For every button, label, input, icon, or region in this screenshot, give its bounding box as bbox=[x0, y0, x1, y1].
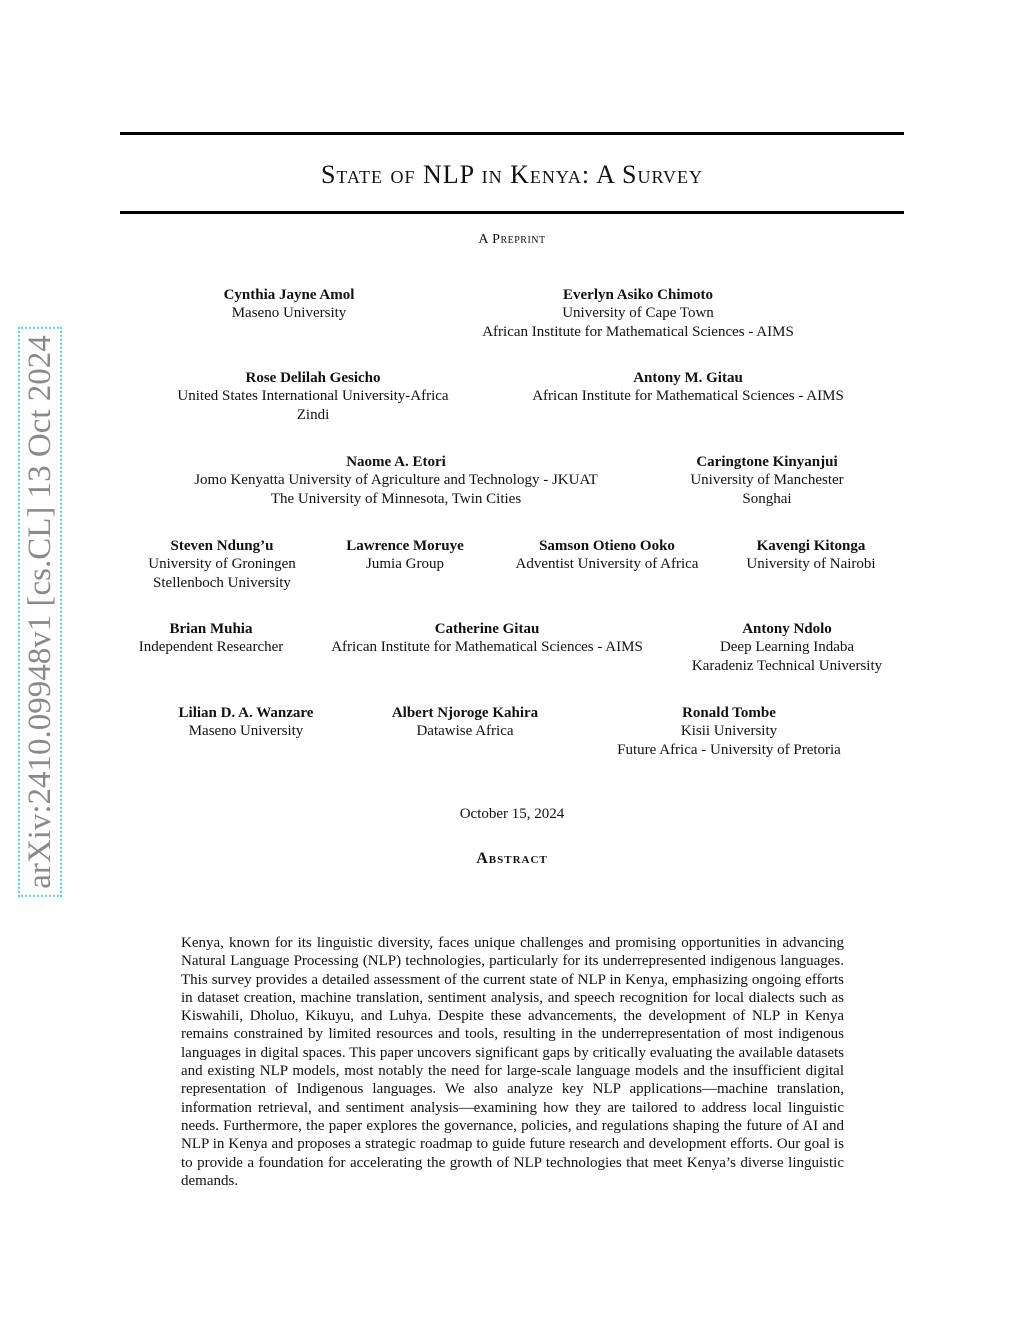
author-affiliation: Kisii University bbox=[680, 723, 778, 740]
author-block bbox=[139, 620, 284, 657]
author-block bbox=[482, 286, 794, 341]
author-affiliation: The University of Minnesota, Twin Cities bbox=[270, 490, 522, 507]
author-affiliation: Maseno University bbox=[188, 723, 304, 740]
author-affiliation: Independent Researcher bbox=[138, 639, 284, 656]
author-name: Brian Muhia bbox=[169, 621, 253, 637]
title-bottom-rule bbox=[120, 211, 904, 214]
author-name: Caringtone Kinyanjui bbox=[696, 454, 838, 470]
author-block bbox=[331, 620, 643, 657]
author-name: Lilian D. A. Wanzare bbox=[178, 705, 314, 721]
author-block bbox=[179, 704, 314, 741]
preprint-label: A Preprint bbox=[478, 232, 546, 247]
author-affiliation: Datawise Africa bbox=[416, 723, 514, 740]
author-name: Everlyn Asiko Chimoto bbox=[562, 287, 714, 303]
author-name: Antony M. Gitau bbox=[633, 370, 743, 386]
author-affiliation: Jomo Kenyatta University of Agriculture and Technology - JKUAT bbox=[194, 472, 598, 489]
author-name: Cynthia Jayne Amol bbox=[223, 287, 355, 303]
author-block bbox=[224, 286, 355, 323]
author-name: Ronald Tombe bbox=[682, 705, 776, 721]
author-affiliation: Songhai bbox=[742, 490, 792, 507]
author-block bbox=[746, 537, 875, 574]
author-name: Kavengi Kitonga bbox=[756, 538, 866, 554]
author-name: Antony Ndolo bbox=[742, 621, 832, 637]
author-block bbox=[392, 704, 538, 741]
abstract-heading: Abstract bbox=[476, 850, 548, 867]
author-name: Albert Njoroge Kahira bbox=[391, 705, 539, 721]
author-affiliation: University of Cape Town bbox=[562, 305, 714, 322]
author-affiliation: African Institute for Mathematical Sciences - AIMS bbox=[532, 388, 844, 405]
author-affiliation: Adventist University of Africa bbox=[515, 556, 699, 573]
author-block bbox=[617, 704, 841, 759]
author-affiliation: Deep Learning Indaba bbox=[719, 639, 855, 656]
author-affiliation: African Institute for Mathematical Sciences - AIMS bbox=[331, 639, 643, 656]
author-affiliation: University of Nairobi bbox=[746, 556, 876, 573]
author-block bbox=[148, 537, 295, 592]
author-name: Samson Otieno Ooko bbox=[539, 538, 675, 554]
author-block bbox=[516, 537, 699, 574]
author-affiliation: Maseno University bbox=[231, 305, 347, 322]
author-affiliation: Karadeniz Technical University bbox=[691, 657, 883, 674]
author-affiliation: Stellenboch University bbox=[153, 574, 291, 591]
abstract-body: Kenya, known for its linguistic diversity, faces unique challenges and promising opportunities in advancing Natural Language Processing (NLP) technologies, particularly for its underrepresented indigenous languages. This survey provides a detailed assessment of the current state of NLP in Kenya, emphasizing ongoing efforts in dataset creation, machine translation, sentiment analysis, and speech recognition for local dialects such as Kiswahili, Dholuo, Kikuyu, and Luhya. Despite these advancements, the development of NLP in Kenya remains constrained by limited resources and tools, resulting in the underrepresentation of most indigenous languages in digital spaces. This paper uncovers significant gaps by critically evaluating the available datasets and existing NLP models, most notably the need for large-scale language models and the insufficient digital representation of Indigenous languages. We also analyze key NLP applications—machine translation, information retrieval, and sentiment analysis—examining how they are tailored to address local linguistic needs. Furthermore, the paper explores the governance, policies, and regulations shaping the future of AI and NLP in Kenya and proposes a strategic roadmap to guide future research and development efforts. Our goal is to provide a foundation for accelerating the growth of NLP technologies that meet Kenya’s diverse linguistic demands. bbox=[181, 935, 844, 1189]
author-block bbox=[177, 369, 448, 424]
author-block bbox=[690, 453, 843, 508]
author-affiliation: African Institute for Mathematical Sciences - AIMS bbox=[482, 323, 794, 340]
author-name: Steven Ndung’u bbox=[170, 538, 274, 554]
author-affiliation: University of Groningen bbox=[148, 556, 296, 573]
author-affiliation: Future Africa - University of Pretoria bbox=[617, 741, 841, 758]
author-block bbox=[532, 369, 844, 406]
author-name: Lawrence Moruye bbox=[346, 538, 464, 554]
author-block bbox=[692, 620, 882, 675]
paper-title: State of NLP in Kenya: A Survey bbox=[320, 160, 704, 189]
author-name: Naome A. Etori bbox=[346, 454, 446, 470]
author-affiliation: United States International University-Africa bbox=[177, 388, 449, 405]
author-affiliation: Zindi bbox=[296, 406, 330, 423]
author-name: Rose Delilah Gesicho bbox=[245, 370, 381, 386]
publication-date: October 15, 2024 bbox=[459, 806, 565, 822]
author-name: Catherine Gitau bbox=[434, 621, 540, 637]
title-top-rule bbox=[120, 132, 904, 135]
author-affiliation: Jumia Group bbox=[366, 556, 444, 573]
author-affiliation: University of Manchester bbox=[690, 472, 844, 489]
arxiv-identifier-stamp[interactable]: arXiv:2410.09948v1 [cs.CL] 13 Oct 2024 bbox=[18, 327, 62, 897]
author-block bbox=[194, 453, 598, 508]
author-block bbox=[346, 537, 464, 574]
